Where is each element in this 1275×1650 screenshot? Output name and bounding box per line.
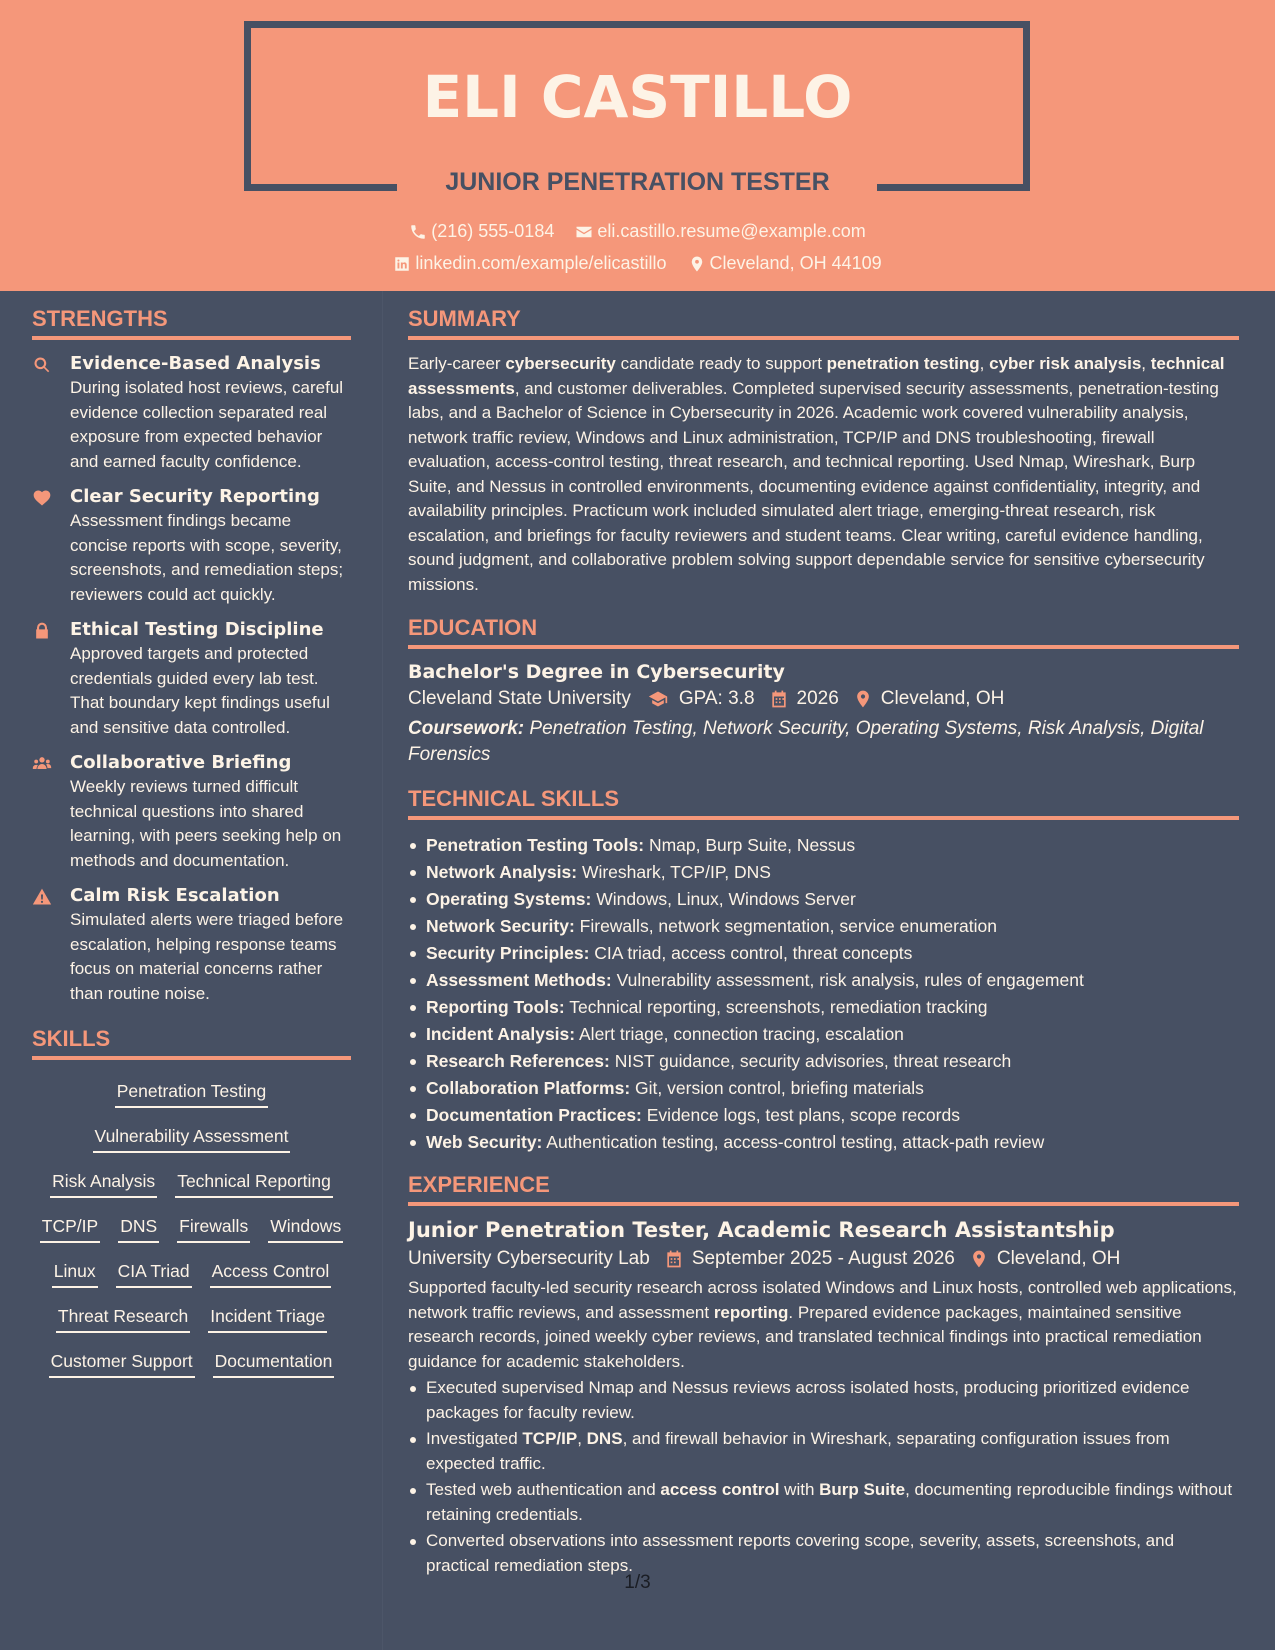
school-name: Cleveland State University <box>408 688 631 709</box>
degree-title: Bachelor's Degree in Cybersecurity <box>408 661 785 683</box>
lock-icon <box>32 621 52 641</box>
technical-skill-item <box>408 1075 1239 1102</box>
map-pin-icon <box>969 1249 989 1269</box>
users-icon <box>32 754 52 774</box>
emphasized-text: technical assessments <box>408 354 1225 398</box>
page-number: 1/3 <box>624 1572 651 1593</box>
employer-name: University Cybersecurity Lab <box>408 1248 650 1269</box>
skill-tag: Risk Analysis <box>50 1168 157 1198</box>
skill-values: Technical reporting, screenshots, remediation tracking <box>564 997 988 1017</box>
skill-category: Network Security: <box>426 916 575 936</box>
strength-title: Clear Security Reporting <box>70 486 320 507</box>
warning-icon <box>32 887 52 907</box>
technical-skill-item <box>408 1102 1239 1129</box>
gpa-text: GPA: 3.8 <box>678 688 755 709</box>
map-pin-icon <box>688 255 706 273</box>
text-run: Early-career <box>408 354 506 373</box>
job-bullet <box>408 1478 1239 1527</box>
skill-tag: Incident Triage <box>208 1303 327 1333</box>
skill-tag: DNS <box>118 1213 159 1243</box>
skill-category: Reporting Tools: <box>426 997 565 1017</box>
job-location-item <box>969 1248 1121 1270</box>
skill-values: Evidence logs, test plans, scope records <box>641 1105 960 1125</box>
strength-title: Collaborative Briefing <box>70 752 292 773</box>
text-run: , <box>1141 354 1151 373</box>
column-divider <box>382 291 383 1650</box>
text-run: . Prepared evidence packages, maintained sensitive research records, joined weekly cyber reviews, and translated technical findings into practical remediation guidance for academic stakeholders. <box>408 1302 1202 1371</box>
skill-tag-row <box>32 1258 351 1288</box>
summary-heading: SUMMARY <box>408 306 1239 340</box>
strength-item <box>32 352 351 474</box>
job-position-title: Junior Penetration Tester, Academic Research Assistantship <box>408 1218 1115 1242</box>
job-bullet <box>408 1427 1239 1476</box>
technical-skill-item <box>408 859 1239 886</box>
calendar-icon <box>664 1249 684 1269</box>
experience-meta <box>408 1248 1239 1270</box>
contact-line-1 <box>0 221 1275 246</box>
strength-description: During isolated host reviews, careful evidence collection separated real exposure from expected behavior and earned faculty confidence. <box>70 378 344 471</box>
phone-contact[interactable] <box>409 221 554 242</box>
text-run: , documenting reproducible findings without retaining credentials. <box>426 1480 1233 1524</box>
emphasized-text: DNS <box>586 1429 623 1448</box>
header <box>0 0 1275 291</box>
envelope-icon <box>575 223 593 241</box>
technical-skill-item <box>408 886 1239 913</box>
strength-item <box>32 751 351 873</box>
skill-tag: Documentation <box>213 1348 335 1378</box>
strength-description: Weekly reviews turned difficult technical questions into shared learning, with peers seeking help on methods and documentation. <box>70 777 342 870</box>
graduation-year-item <box>769 688 839 710</box>
skill-category: Network Analysis: <box>426 862 578 882</box>
text-run: , and customer deliverables. Completed supervised security assessments, penetration-testing labs, and a Bachelor of Science in Cybersecurity in 2026. Academic work covered vulnerability analysis, network traffic review, Windows and Linux administration, TCP/IP and DNS troubleshooting, firewall evaluation, access-control testing, threat research, and technical reporting. Used Nmap, Wireshark, Burp Suite, and Nessus in controlled environments, documenting evidence against confidentiality, integrity, and availability principles. Practicum work included simulated alert triage, emerging-threat research, risk escalation, and briefings for faculty reviewers and student teams. Clear writing, careful evidence handling, sound judgment, and collaborative problem solving support dependable service for sensitive cybersecurity missions. <box>408 378 1219 594</box>
skill-values: Git, version control, briefing materials <box>630 1078 924 1098</box>
text-run: candidate ready to support <box>615 354 827 373</box>
skill-tag: CIA Triad <box>116 1258 192 1288</box>
strength-item <box>32 618 351 740</box>
skill-category: Security Principles: <box>426 943 590 963</box>
calendar-icon <box>769 689 789 709</box>
skills-tag-cloud <box>32 1078 351 1378</box>
strength-title: Calm Risk Escalation <box>70 885 280 906</box>
skill-values: Authentication testing, access-control testing, attack-path review <box>542 1132 1045 1152</box>
job-bullet <box>408 1376 1239 1425</box>
coursework <box>408 716 1239 768</box>
emphasized-text: cyber risk analysis <box>989 354 1142 373</box>
strength-title: Ethical Testing Discipline <box>70 619 324 640</box>
emphasized-text: cybersecurity <box>505 354 616 373</box>
gpa-item <box>645 688 755 710</box>
education-meta <box>408 688 1239 710</box>
skill-tag: Linux <box>52 1258 98 1288</box>
technical-skill-item <box>408 913 1239 940</box>
education-heading: EDUCATION <box>408 615 1239 649</box>
skill-tag: Vulnerability Assessment <box>93 1123 291 1153</box>
contact-line-2 <box>0 253 1275 278</box>
technical-skill-item <box>408 1048 1239 1075</box>
technical-skill-item <box>408 1129 1239 1156</box>
skill-values: Wireshark, TCP/IP, DNS <box>577 862 771 882</box>
job-location: Cleveland, OH <box>996 1248 1121 1269</box>
skill-values: Nmap, Burp Suite, Nessus <box>644 835 856 855</box>
text-run: Supported faculty-led security research across isolated Windows and Linux hosts, controlled web applications, network traffic reviews, and assessment <box>408 1278 1237 1322</box>
linkedin-contact[interactable] <box>393 253 666 274</box>
candidate-name: ELI CASTILLO <box>422 63 853 131</box>
job-bullets <box>408 1376 1239 1578</box>
linkedin-icon <box>393 255 411 273</box>
skill-tag: Penetration Testing <box>115 1078 269 1108</box>
main-column <box>408 306 1239 1594</box>
coursework-list: Penetration Testing, Network Security, Operating Systems, Risk Analysis, Digital Forensics <box>408 718 1204 765</box>
text-run: Executed supervised Nmap and Nessus reviews across isolated hosts, producing prioritized evidence packages for faculty review. <box>426 1378 1190 1422</box>
map-pin-icon <box>853 689 873 709</box>
skill-category: Penetration Testing Tools: <box>426 835 645 855</box>
technical-skill-item <box>408 994 1239 1021</box>
skill-category: Assessment Methods: <box>426 970 612 990</box>
text-run: Converted observations into assessment reports covering scope, severity, assets, screenshots, and practical remediation steps. <box>426 1531 1175 1575</box>
skill-values: Alert triage, connection tracing, escalation <box>575 1024 904 1044</box>
strength-description: Approved targets and protected credentials guided every lab test. That boundary kept findings useful and sensitive data controlled. <box>70 644 330 737</box>
skill-category: Web Security: <box>426 1132 543 1152</box>
job-bullet <box>408 1529 1239 1578</box>
emphasized-text: TCP/IP <box>522 1429 578 1448</box>
heart-icon <box>32 488 52 508</box>
technical-skill-item <box>408 1021 1239 1048</box>
skill-tag-row <box>32 1303 351 1333</box>
skill-tag: TCP/IP <box>40 1213 100 1243</box>
strength-item <box>32 884 351 1006</box>
sidebar <box>32 306 351 1393</box>
skill-values: CIA triad, access control, threat concepts <box>589 943 913 963</box>
coursework-label: Coursework: <box>408 718 525 739</box>
phone-text: (216) 555-0184 <box>431 221 555 241</box>
email-text: eli.castillo.resume@example.com <box>597 221 866 241</box>
text-run: , <box>577 1429 587 1448</box>
text-run: with <box>779 1480 820 1499</box>
strength-item <box>32 485 351 607</box>
skill-tag: Technical Reporting <box>175 1168 333 1198</box>
technical-skill-item <box>408 940 1239 967</box>
skill-category: Documentation Practices: <box>426 1105 642 1125</box>
technical-skill-item <box>408 832 1239 859</box>
search-icon <box>32 355 52 375</box>
text-run: Tested web authentication and <box>426 1480 661 1499</box>
location-contact <box>688 253 882 274</box>
graduation-year: 2026 <box>796 688 839 709</box>
job-title: JUNIOR PENETRATION TESTER <box>445 168 830 196</box>
skill-values: Windows, Linux, Windows Server <box>591 889 856 909</box>
text-run: , and firewall behavior in Wireshark, separating configuration issues from expected traffic. <box>426 1429 1170 1473</box>
skill-values: Firewalls, network segmentation, service enumeration <box>574 916 997 936</box>
skill-tag-row <box>32 1078 351 1108</box>
strength-description: Assessment findings became concise reports with scope, severity, screenshots, and remediation steps; reviewers could act quickly. <box>70 511 344 604</box>
phone-icon <box>409 223 427 241</box>
text-run: Investigated <box>426 1429 523 1448</box>
strength-title: Evidence-Based Analysis <box>70 353 321 374</box>
skill-tag-row <box>32 1123 351 1153</box>
skill-tag: Windows <box>268 1213 343 1243</box>
technical-skill-item <box>408 967 1239 994</box>
skills-heading: SKILLS <box>32 1026 351 1060</box>
skill-category: Research References: <box>426 1051 610 1071</box>
skill-tag-row <box>32 1168 351 1198</box>
education-location: Cleveland, OH <box>880 688 1005 709</box>
technical-skills-list <box>408 832 1239 1156</box>
education-location-item <box>853 688 1005 710</box>
strength-description: Simulated alerts were triaged before escalation, helping response teams focus on material concerns rather than routine noise. <box>70 910 344 1003</box>
text-run: , <box>979 354 990 373</box>
linkedin-text: linkedin.com/example/elicastillo <box>415 253 667 273</box>
emphasized-text: Burp Suite <box>819 1480 906 1499</box>
skill-tag: Customer Support <box>49 1348 195 1378</box>
summary-text <box>408 352 1239 597</box>
experience-heading: EXPERIENCE <box>408 1172 1239 1206</box>
skill-tag: Access Control <box>210 1258 332 1288</box>
graduation-cap-icon <box>645 689 671 709</box>
technical-skills-heading: TECHNICAL SKILLS <box>408 786 1239 820</box>
skill-tag: Threat Research <box>56 1303 190 1333</box>
skill-tag-row <box>32 1213 351 1243</box>
emphasized-text: access control <box>660 1480 780 1499</box>
emphasized-text: penetration testing <box>826 354 980 373</box>
location-text: Cleveland, OH 44109 <box>709 253 882 273</box>
skill-category: Operating Systems: <box>426 889 592 909</box>
skill-values: NIST guidance, security advisories, threat research <box>609 1051 1012 1071</box>
skill-category: Incident Analysis: <box>426 1024 576 1044</box>
emphasized-text: reporting <box>713 1302 789 1322</box>
job-dates-item <box>664 1248 955 1270</box>
skill-values: Vulnerability assessment, risk analysis, rules of engagement <box>611 970 1084 990</box>
email-contact[interactable] <box>575 221 865 242</box>
skill-tag-row <box>32 1348 351 1378</box>
strengths-heading: STRENGTHS <box>32 306 351 340</box>
skill-tag: Firewalls <box>177 1213 250 1243</box>
job-description <box>408 1276 1239 1374</box>
skill-category: Collaboration Platforms: <box>426 1078 631 1098</box>
job-dates: September 2025 - August 2026 <box>691 1248 955 1269</box>
